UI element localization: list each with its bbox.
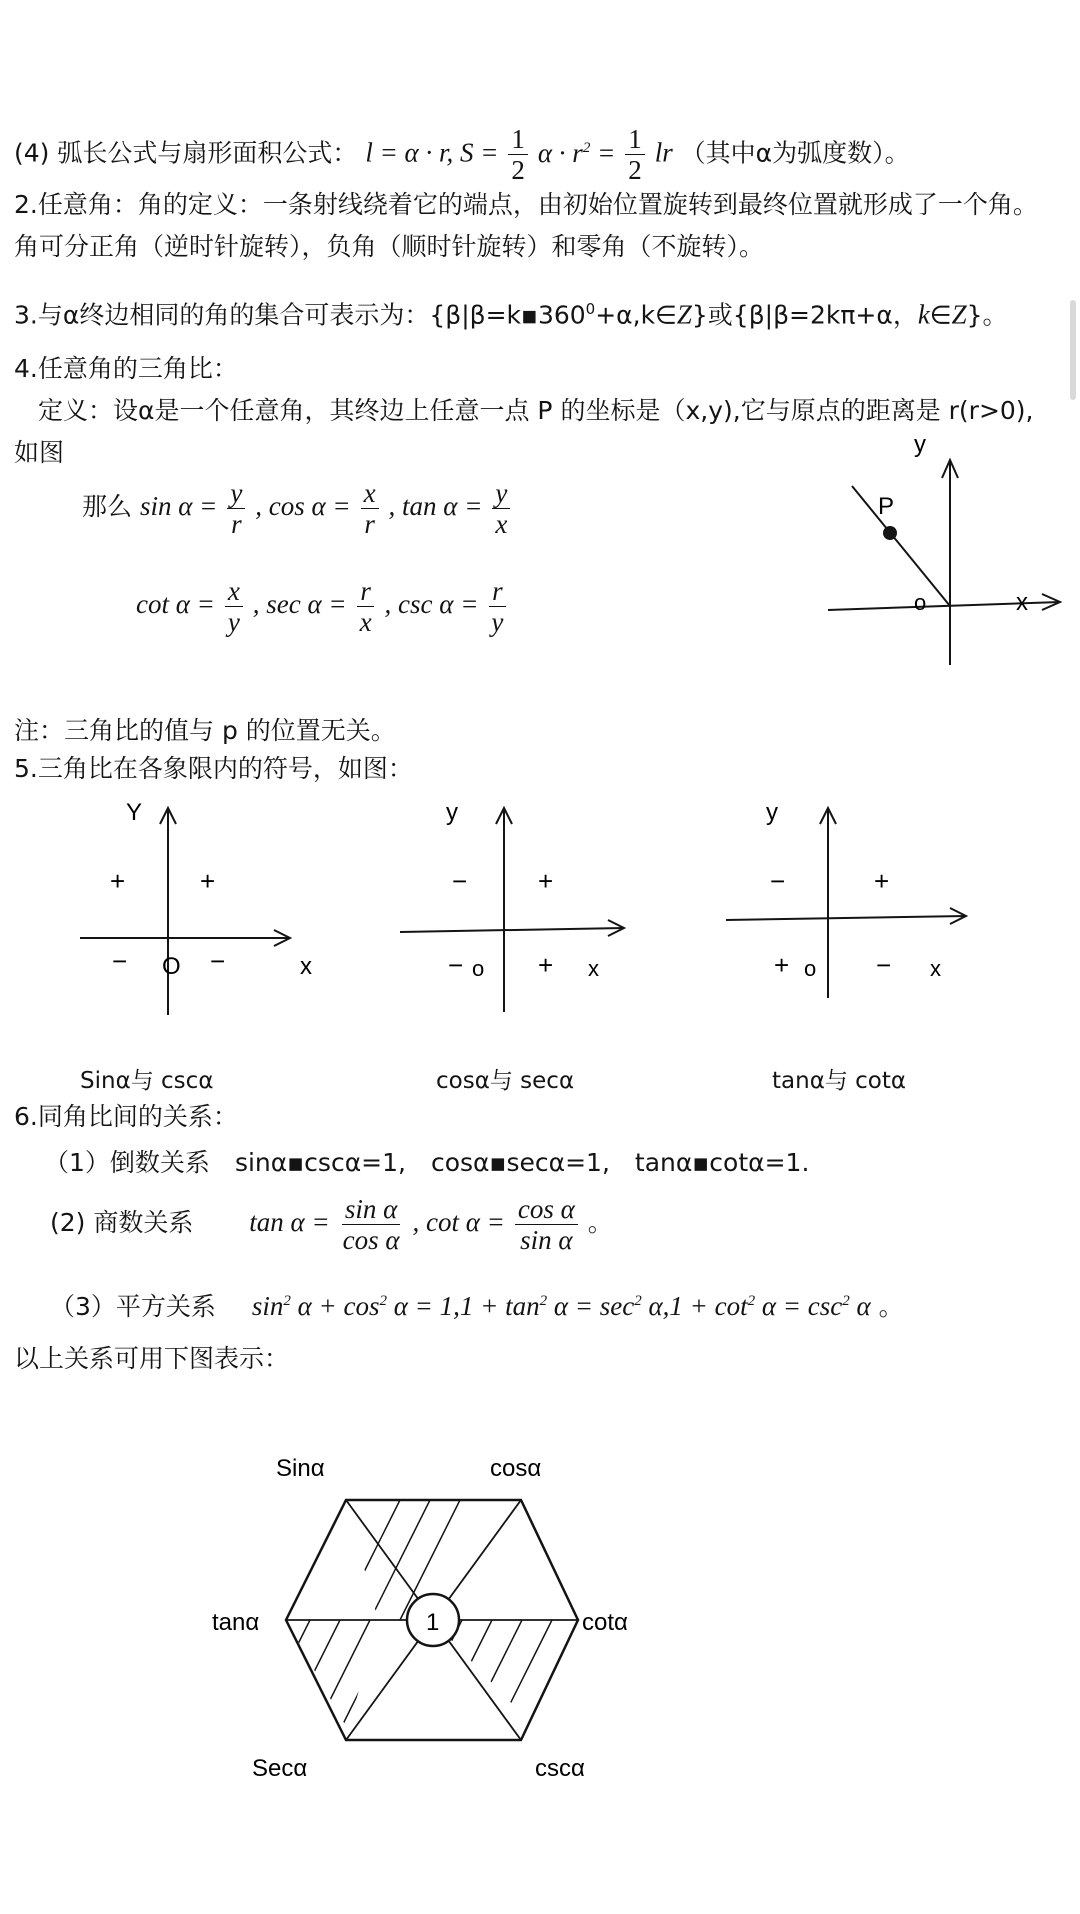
section-4-title: 4.任意角的三角比：: [14, 354, 238, 383]
origin-label: o: [914, 590, 927, 615]
label-sec: Secα: [252, 1755, 308, 1780]
label-cos: cosα: [490, 1455, 542, 1482]
label-tan: tanα: [212, 1609, 260, 1636]
coterminal-set-line: 3.与α终边相同的角的集合可表示为：$\{\beta|\beta=k▪360^0+\alpha,k\in Z\}$或{β|β=2kπ+α，k∈Z}。: [14, 299, 1008, 330]
svg-text:+: +: [110, 866, 126, 896]
quotient-relation: (2) 商数关系 tan α = $\frac{\text{sin α}}{\text{cos α}}$ , cot α = $\frac{\text{cos α}}{\text{sin α}}$ 。: [50, 1193, 613, 1255]
caption-cos-sec: cosα与 secα: [436, 1068, 575, 1094]
svg-text:o: o: [472, 956, 485, 981]
reciprocal-relation: （1）倒数关系 sinα▪cscα=1, cosα▪secα=1, tanα▪cotα=1.: [44, 1148, 810, 1177]
hexagon-relation-diagram: [200, 1450, 660, 1780]
quadrant-sign-tan-cot: [718, 790, 988, 1020]
section-6-title: 6.同角比间的关系：: [14, 1102, 238, 1131]
center-one-label: 1: [426, 1609, 440, 1636]
svg-text:x: x: [930, 956, 941, 981]
label-sin: Sinα: [276, 1455, 325, 1482]
svg-text:+: +: [538, 866, 554, 896]
label-cot: cotα: [582, 1609, 628, 1636]
scrollbar[interactable]: [1070, 300, 1076, 400]
svg-text:+: +: [874, 866, 890, 896]
svg-text:O: O: [162, 953, 181, 980]
svg-text:x: x: [300, 953, 312, 980]
svg-text:−: −: [210, 946, 226, 976]
any-angle-definition: 2.任意角：角的定义：一条射线绕着它的端点，由初始位置旋转到最终位置就形成了一个角。: [14, 190, 1038, 219]
point-p-dot: [883, 526, 897, 540]
formula-row-2: cot α = $\frac{x}{y}$ , sec α = $\frac{r}{x}$ , csc α = $\frac{r}{y}$: [136, 574, 508, 637]
caption-tan-cot: tanα与 cotα: [772, 1068, 907, 1094]
svg-text:x: x: [588, 956, 599, 981]
svg-text:−: −: [770, 866, 786, 896]
section-5-title: 5.三角比在各象限内的符号，如图：: [14, 754, 413, 783]
angle-kinds: 角可分正角（逆时针旋转），负角（顺时针旋转）和零角（不旋转）。: [14, 232, 765, 261]
note-independence: 注：三角比的值与 p 的位置无关。: [14, 716, 396, 745]
axis-x-label: x: [1016, 589, 1028, 616]
arc-length-formula-line: [14, 124, 910, 185]
svg-text:y: y: [446, 799, 458, 826]
diagram-intro: 以上关系可用下图表示：: [14, 1344, 290, 1373]
formula-lr: lr: [654, 137, 673, 168]
formula-mid: $\alpha \cdot r^2$ =: [537, 137, 616, 168]
fraction-half-2: $\frac{1}{2}$: [625, 124, 645, 185]
fraction-half: $\frac{1}{2}$: [508, 124, 528, 185]
svg-text:+: +: [538, 950, 554, 980]
point-p-diagram: [820, 430, 1070, 670]
svg-text:−: −: [112, 946, 128, 976]
svg-text:+: +: [774, 950, 790, 980]
svg-text:−: −: [876, 950, 892, 980]
svg-text:−: −: [452, 866, 468, 896]
label-csc: cscα: [535, 1755, 585, 1780]
point-p-label: P: [878, 493, 895, 520]
svg-text:o: o: [804, 956, 817, 981]
svg-text:y: y: [766, 799, 778, 826]
svg-text:+: +: [200, 866, 216, 896]
arc-length-suffix: （其中α为弧度数）。: [680, 138, 910, 168]
square-relation: （3）平方关系 $\sin^2 \alpha + \cos^2 \alpha = 1,1 + \tan^2 \alpha = \sec^2 \alpha,1 + \cot^2 \alpha = \csc^2 \alpha$ 。: [50, 1291, 904, 1321]
as-figure: 如图: [14, 438, 65, 467]
caption-sin-csc: Sinα与 cscα: [80, 1068, 214, 1094]
axis-y-label: y: [914, 431, 926, 458]
quadrant-sign-sin-csc: [70, 790, 340, 1020]
trig-ratio-definition: 定义：设α是一个任意角，其终边上任意一点 P 的坐标是（x,y),它与原点的距离是 r(r>0),: [38, 396, 1034, 425]
formula-l-s: l = α · r, S =: [365, 137, 499, 168]
arc-length-prefix: (4) 弧长公式与扇形面积公式：: [14, 138, 358, 168]
svg-text:−: −: [448, 950, 464, 980]
formula-row-1: 那么 sin α = $\frac{y}{r}$ , cos α = $\frac{x}{r}$ , tan α = $\frac{y}{x}$: [82, 476, 512, 539]
svg-text:Y: Y: [126, 799, 143, 826]
quadrant-sign-cos-sec: [392, 790, 652, 1020]
